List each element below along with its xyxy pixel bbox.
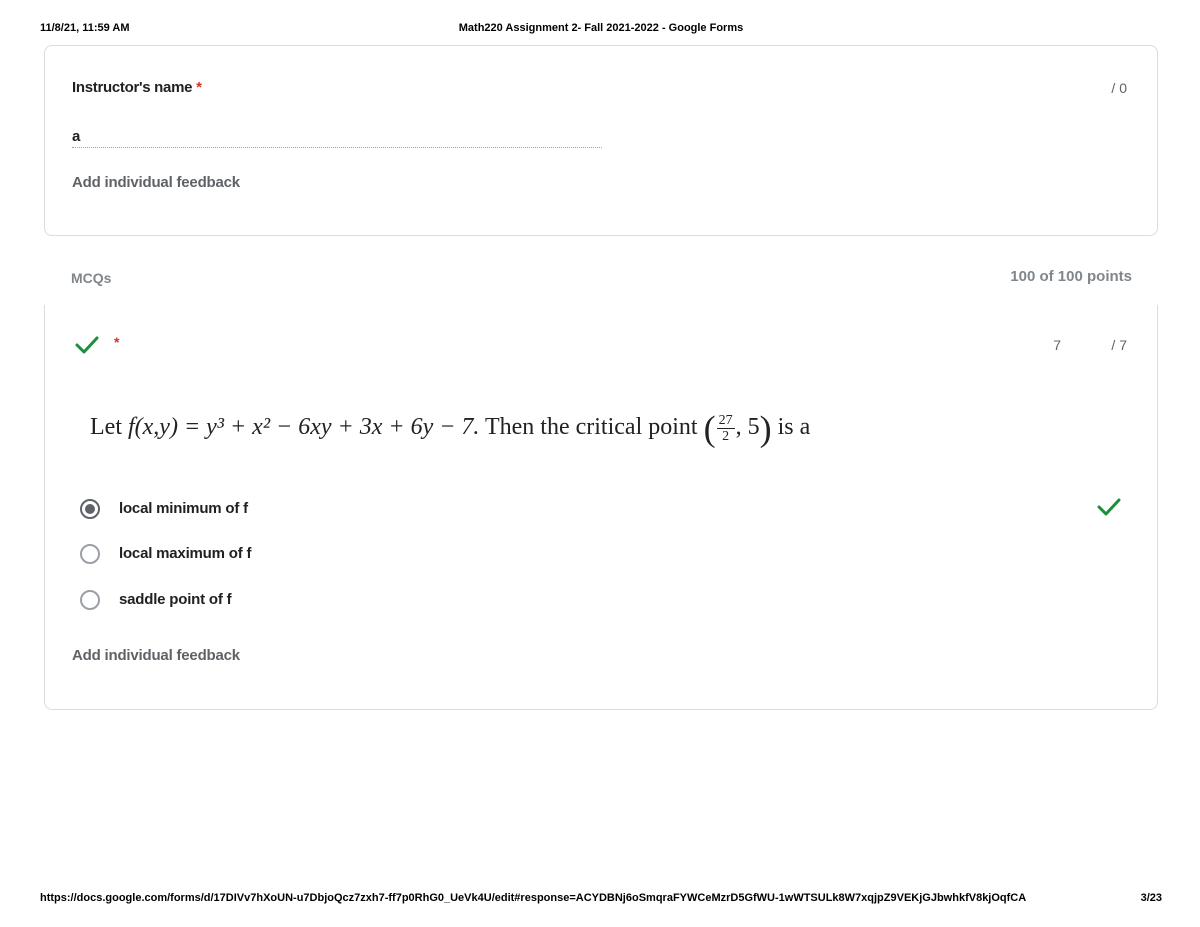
math-close-paren: ) — [759, 408, 772, 449]
check-icon — [1097, 497, 1121, 517]
option-local-maximum[interactable] — [80, 544, 480, 570]
math-fraction — [717, 413, 735, 444]
score-total: / 7 — [1111, 337, 1127, 353]
option-label: local minimum of f — [119, 500, 248, 517]
add-feedback-link[interactable]: Add individual feedback — [72, 647, 240, 664]
option-saddle-point[interactable] — [80, 590, 480, 616]
question-math-image — [90, 408, 811, 461]
answer-underline — [72, 147, 602, 148]
math-fraction-denominator: 2 — [722, 429, 730, 444]
option-label: local maximum of f — [119, 545, 252, 562]
math-point-rest: , 5 — [735, 414, 760, 441]
math-fraction-numerator: 27 — [718, 413, 733, 428]
radio-selected-icon[interactable] — [80, 499, 100, 519]
option-local-minimum[interactable] — [80, 499, 1120, 525]
radio-unselected-icon[interactable] — [80, 544, 100, 564]
print-page-number: 3/23 — [1140, 892, 1162, 904]
math-prefix: Let — [90, 414, 128, 441]
mcq-question-card — [44, 305, 1158, 710]
math-suffix: is a — [771, 414, 811, 441]
radio-unselected-icon[interactable] — [80, 590, 100, 610]
math-mid: Then the critical point — [479, 414, 704, 441]
question-points: / 0 — [1111, 80, 1127, 96]
math-expression: f(x,y) = y³ + x² − 6xy + 3x + 6y − 7. — [127, 414, 480, 441]
answer-value: a — [72, 128, 81, 145]
print-page-title: Math220 Assignment 2- Fall 2021-2022 - Google Forms — [458, 22, 744, 34]
required-asterisk: * — [114, 334, 120, 350]
question-title-text: Instructor's name — [72, 79, 193, 96]
question-title — [72, 79, 202, 96]
print-datetime: 11/8/21, 11:59 AM — [40, 22, 130, 34]
print-footer — [40, 892, 1162, 908]
math-open-paren: ( — [703, 408, 716, 449]
add-feedback-link[interactable]: Add individual feedback — [72, 174, 240, 191]
section-header — [71, 268, 1132, 290]
required-asterisk: * — [196, 79, 202, 96]
section-score: 100 of 100 points — [1010, 268, 1132, 285]
check-icon — [75, 335, 99, 355]
print-header — [40, 22, 1162, 38]
section-title: MCQs — [71, 270, 112, 286]
option-label: saddle point of f — [119, 591, 232, 608]
instructor-name-question-card — [44, 45, 1158, 236]
score-earned: 7 — [1053, 337, 1061, 353]
print-url: https://docs.google.com/forms/d/17DIVv7hXoUN-u7DbjoQcz7zxh7-ff7p0RhG0_UeVk4U/edit#response=ACYDBNj6oSmqraFYWCeMzrD5GfWU-1wWTSULk8W7xqjpZ9VEKjGJbwhkfV8kjOqfCA — [40, 892, 1027, 904]
